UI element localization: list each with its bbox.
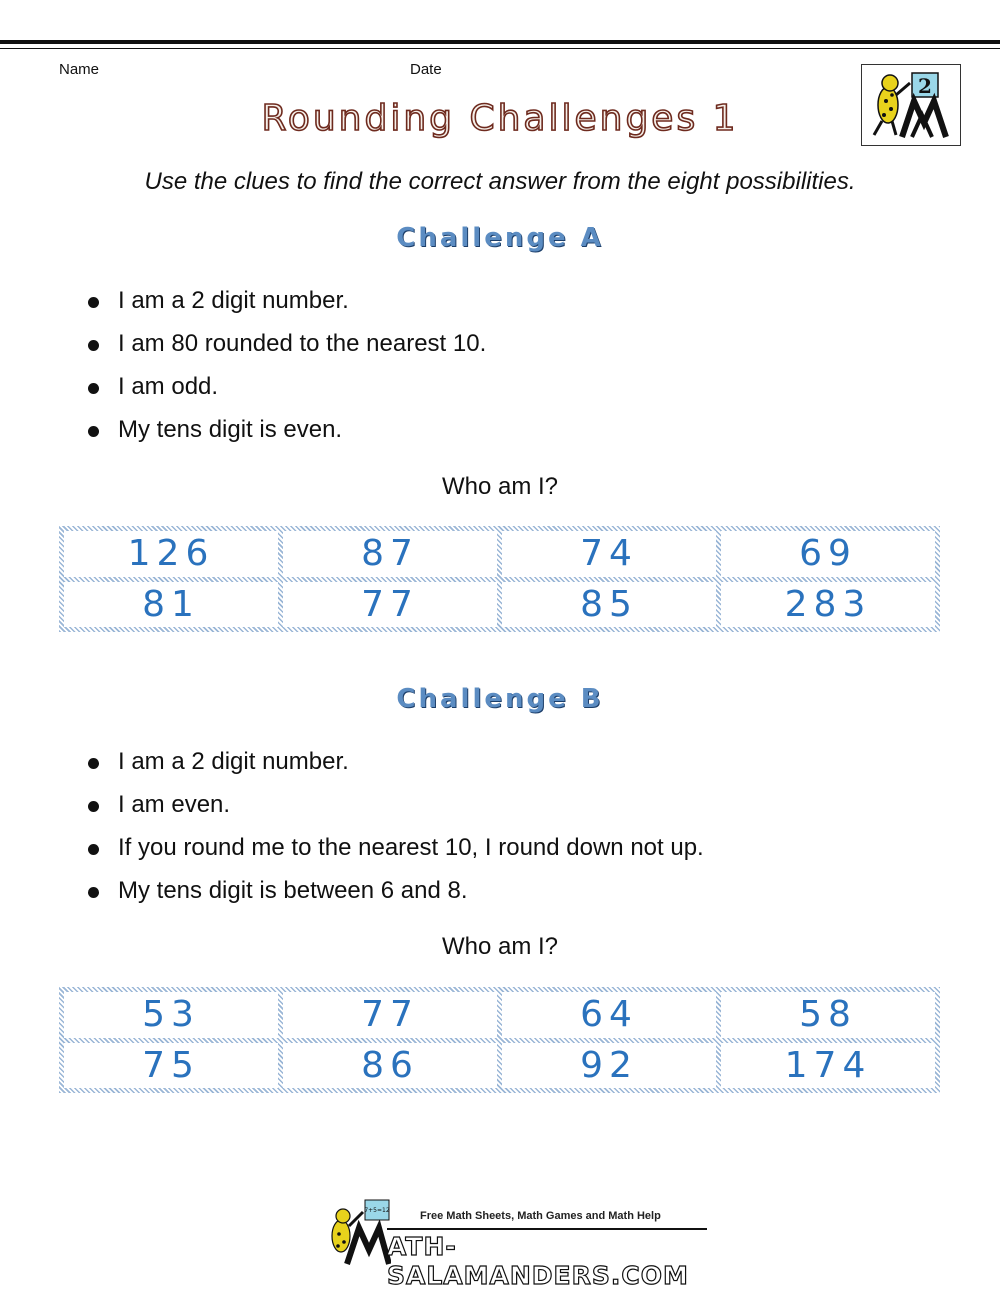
answer-option[interactable]: 74 — [502, 531, 716, 577]
answer-option[interactable]: 126 — [64, 531, 278, 577]
answer-option[interactable]: 69 — [721, 531, 935, 577]
answer-option[interactable]: 75 — [64, 1043, 278, 1089]
challenge-a-clues — [88, 286, 486, 458]
logo-grade-text: 2 — [918, 74, 932, 98]
clue: If you round me to the nearest 10, I round down not up. — [88, 833, 704, 876]
challenge-b-question: Who am I? — [441, 933, 559, 960]
challenge-b-clues — [88, 747, 704, 919]
clue: My tens digit is even. — [88, 415, 486, 458]
challenge-a-question: Who am I? — [441, 473, 559, 500]
clue: My tens digit is between 6 and 8. — [88, 876, 704, 919]
page-title: Rounding Challenges 1 — [261, 98, 739, 139]
clue: I am a 2 digit number. — [88, 286, 486, 329]
footer-site-name[interactable]: ATH-SALAMANDERS.COM — [387, 1232, 689, 1290]
answer-option[interactable]: 92 — [502, 1043, 716, 1089]
answer-option[interactable]: 53 — [64, 992, 278, 1038]
answer-option[interactable]: 174 — [721, 1043, 935, 1089]
answer-option[interactable]: 64 — [502, 992, 716, 1038]
name-label: Name — [59, 61, 100, 78]
instructions: Use the clues to find the correct answer from the eight possibilities. — [144, 168, 856, 195]
challenge-a-title: Challenge A — [396, 223, 604, 253]
salamander-icon — [325, 1198, 391, 1268]
challenge-b-title: Challenge B — [396, 684, 604, 714]
top-rule-thin — [0, 48, 1000, 49]
answer-option[interactable]: 77 — [283, 992, 497, 1038]
clue: I am odd. — [88, 372, 486, 415]
answer-option[interactable]: 58 — [721, 992, 935, 1038]
footer-card-text: 7+5=12 — [364, 1207, 390, 1214]
answer-option[interactable]: 86 — [283, 1043, 497, 1089]
answer-option[interactable]: 85 — [502, 582, 716, 628]
clue: I am 80 rounded to the nearest 10. — [88, 329, 486, 372]
top-rule — [0, 40, 1000, 44]
challenge-a-options — [59, 526, 940, 632]
answer-option[interactable]: 77 — [283, 582, 497, 628]
answer-option[interactable]: 283 — [721, 582, 935, 628]
date-label: Date — [410, 61, 442, 78]
answer-option[interactable]: 81 — [64, 582, 278, 628]
footer-logo[interactable] — [325, 1198, 710, 1290]
footer-rule — [387, 1228, 707, 1230]
answer-option[interactable]: 87 — [283, 531, 497, 577]
clue: I am a 2 digit number. — [88, 747, 704, 790]
challenge-b-options — [59, 987, 940, 1093]
footer-tagline: Free Math Sheets, Math Games and Math Help — [420, 1210, 661, 1222]
clue: I am even. — [88, 790, 704, 833]
